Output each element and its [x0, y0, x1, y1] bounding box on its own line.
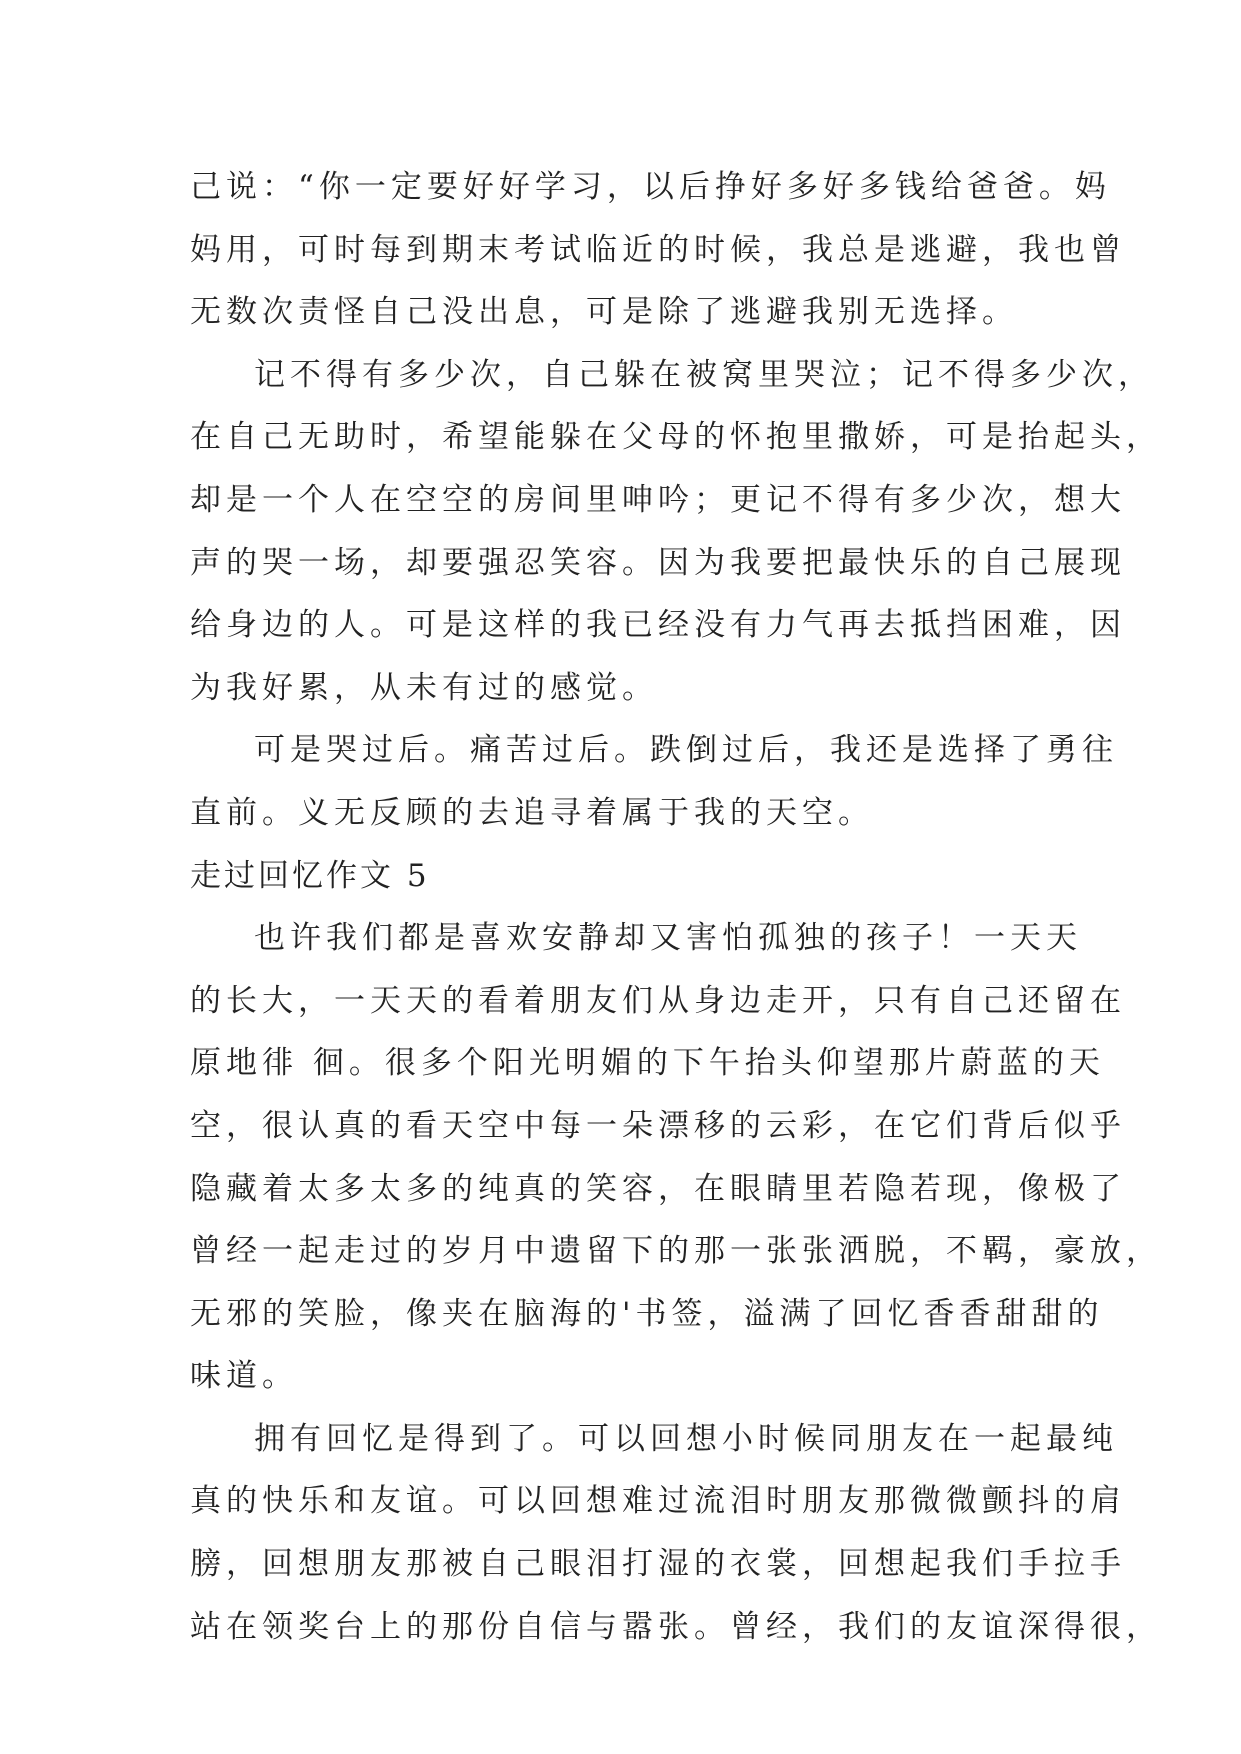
section-heading	[190, 845, 1060, 908]
text-line: 无数次责怪自己没出息，可是除了逃避我别无选择。	[190, 294, 1018, 331]
paragraph	[190, 1408, 1162, 1658]
text-line: 在自己无助时，希望能躲在父母的怀抱里撒娇，可是抬起头，	[190, 419, 1162, 456]
text-line: 站在领奖台上的那份自信与嚣张。曾经，我们的友谊深得很，	[190, 1608, 1162, 1645]
heading-text: 走过回忆作文 5	[190, 857, 430, 894]
paragraph	[190, 344, 1162, 720]
text-line: 也许我们都是喜欢安静却又害怕孤独的孩子！一天天	[254, 920, 1082, 957]
text-line: 可是哭过后。痛苦过后。跌倒过后，我还是选择了勇往	[254, 732, 1118, 769]
text-line: 给身边的人。可是这样的我已经没有力气再去抵挡困难，因	[190, 607, 1126, 644]
text-line: 曾经一起走过的岁月中遗留下的那一张张洒脱，不羁，豪放，	[190, 1233, 1162, 1270]
text-line: 拥有回忆是得到了。可以回想小时候同朋友在一起最纯	[254, 1420, 1118, 1457]
text-line: 妈用，可时每到期末考试临近的时候，我总是逃避，我也曾	[190, 231, 1126, 268]
text-line: 膀，回想朋友那被自己眼泪打湿的衣裳，回想起我们手拉手	[190, 1546, 1126, 1583]
text-line: 声的哭一场，却要强忍笑容。因为我要把最快乐的自己展现	[190, 544, 1126, 581]
text-line: 的长大，一天天的看着朋友们从身边走开，只有自己还留在	[190, 982, 1126, 1019]
text-line: 为我好累，从未有过的感觉。	[190, 669, 658, 706]
text-line: 直前。义无反顾的去追寻着属于我的天空。	[190, 794, 874, 831]
paragraph	[190, 156, 1126, 344]
text-line: 真的快乐和友谊。可以回想难过流泪时朋友那微微颤抖的肩	[190, 1483, 1126, 1520]
text-line: 己说：“你一定要好好学习，以后挣好多好多钱给爸爸。妈	[190, 169, 1111, 205]
paragraph	[190, 907, 1162, 1408]
text-line: 隐藏着太多太多的纯真的笑容，在眼睛里若隐若现，像极了	[190, 1170, 1126, 1207]
text-line: 原地徘 徊。很多个阳光明媚的下午抬头仰望那片蔚蓝的天	[190, 1045, 1105, 1082]
text-line: 空，很认真的看天空中每一朵漂移的云彩，在它们背后似乎	[190, 1107, 1126, 1144]
text-line: 却是一个人在空空的房间里呻吟；更记不得有多少次，想大	[190, 481, 1126, 518]
paragraph	[190, 719, 1118, 844]
document-body	[190, 156, 1162, 1658]
text-line: 记不得有多少次，自己躲在被窝里哭泣；记不得多少次，	[254, 356, 1154, 393]
text-line: 味道。	[190, 1358, 298, 1395]
text-line: 无邪的笑脸，像夹在脑海的'书签，溢满了回忆香香甜甜的	[190, 1295, 1104, 1332]
